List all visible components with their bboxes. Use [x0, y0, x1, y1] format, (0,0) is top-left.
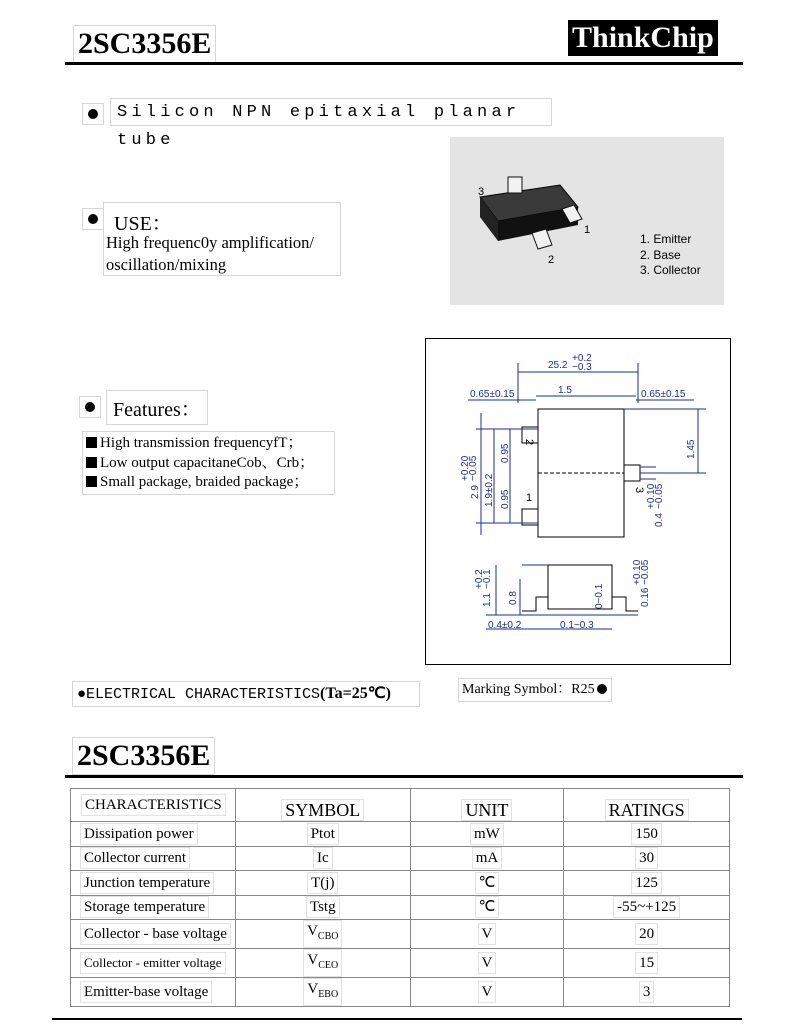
table-row [71, 978, 730, 1007]
use-line-1: High frequenc0y amplification/ [106, 233, 315, 252]
pin-label-2: 2 [548, 254, 555, 266]
lead-3 [508, 177, 522, 193]
dim-segment-upper: 0.95 [500, 443, 511, 463]
dim-height-inner: 1.9±0.2 [484, 473, 495, 507]
electrical-heading [72, 681, 420, 707]
row-name: Collector - base voltage [71, 920, 236, 949]
electrical-label: ●ELECTRICAL CHARACTERISTICS [77, 686, 321, 703]
row-rating: 30 [564, 846, 730, 871]
pin-legend-2: 2. Base [640, 248, 681, 262]
row-name: Storage temperature [71, 895, 236, 920]
row-rating: -55~+125 [564, 895, 730, 920]
row-rating: 15 [564, 949, 730, 978]
package-dimension-drawing [425, 338, 731, 665]
marking-symbol [458, 678, 612, 702]
table-row [71, 895, 730, 920]
dim-lead-width-tol-top: +0.10 [646, 483, 657, 509]
table-divider [65, 775, 743, 778]
dim-overall-width-tol-bot: −0.3 [572, 362, 592, 373]
row-rating: 20 [564, 920, 730, 949]
dim-lead-width: 0.4 [654, 513, 665, 527]
header-ratings: RATINGS [564, 789, 730, 822]
row-unit: ℃ [410, 871, 564, 896]
row-name: Emitter-base voltage [71, 978, 236, 1007]
bullet-icon [85, 402, 95, 412]
features-label: Features： [106, 390, 208, 425]
dim-height-outer: 2.9 [470, 485, 481, 499]
dim-height-outer-tol-top: +0.20 [460, 455, 471, 481]
drawing-pin-3: 3 [633, 487, 645, 494]
row-rating: 125 [564, 871, 730, 896]
package-photo [450, 137, 724, 305]
dim-pitch: 1.5 [558, 385, 572, 396]
pin-label-1: 1 [584, 224, 591, 236]
header-symbol: SYMBOL [235, 789, 410, 822]
dim-side-height-total-tol-bot: −0.1 [482, 569, 493, 589]
feature-item: Low output capacitaneCob、Crb； [86, 454, 331, 474]
row-unit: V [410, 978, 564, 1007]
features-bullet [79, 396, 101, 418]
use-section [103, 202, 341, 276]
table-row [71, 846, 730, 871]
dim-side-height-total: 1.1 [482, 593, 493, 607]
header-characteristics: CHARACTERISTICS [71, 789, 236, 822]
dim-side-lead-thickness-tol-bot: −0.05 [640, 559, 651, 585]
pin-legend-3: 3. Collector [640, 263, 701, 277]
ratings-table [70, 788, 730, 1007]
dim-side-standoff: 0~0.1 [594, 583, 605, 609]
feature-item: High transmission frequencyfT； [86, 434, 331, 454]
dim-overall-width-tol-top: +0.2 [572, 353, 592, 364]
pin-legend-1: 1. Emitter [640, 232, 692, 246]
row-name: Collector current [71, 846, 236, 871]
intro-bullet [82, 103, 104, 125]
use-bullet [82, 208, 104, 230]
row-symbol: Tstg [235, 895, 410, 920]
table-row [71, 822, 730, 847]
sot23-package-illustration [450, 137, 724, 305]
lead-pad-3 [624, 465, 640, 481]
pin-label-3: 3 [478, 186, 485, 198]
square-bullet-icon [86, 437, 97, 448]
row-unit: ℃ [410, 895, 564, 920]
row-symbol: Ptot [235, 822, 410, 847]
row-unit: mW [410, 822, 564, 847]
table-row [71, 871, 730, 896]
dim-side-foot: 0.4±0.2 [488, 620, 522, 631]
dimension-diagram [426, 339, 730, 664]
bullet-icon [597, 684, 607, 694]
dim-height-right: 1.45 [686, 439, 697, 459]
dim-lead-width-tol-bot: −0.05 [654, 483, 665, 509]
drawing-pin-2: 2 [523, 439, 535, 446]
row-rating: 150 [564, 822, 730, 847]
row-rating: 3 [564, 978, 730, 1007]
row-name: Collector - emitter voltage [71, 949, 236, 978]
table-header-row [71, 789, 730, 822]
dim-lead-left: 0.65±0.15 [470, 389, 515, 400]
header-divider [65, 62, 743, 65]
features-list [82, 431, 335, 495]
dim-height-outer-tol-bot: −0.05 [468, 455, 479, 481]
dim-overall-width: 25.2 [548, 360, 568, 371]
use-label: USE： [114, 213, 172, 235]
square-bullet-icon [86, 476, 97, 487]
dim-side-height-body: 0.8 [508, 591, 519, 605]
lead-2 [532, 229, 552, 249]
dim-side-foot-offset: 0.1~0.3 [560, 620, 594, 631]
row-symbol: $V_{CEO}$ [235, 949, 410, 978]
dim-lead-right: 0.65±0.15 [641, 389, 686, 400]
row-name: Junction temperature [71, 871, 236, 896]
drawing-pin-1: 1 [526, 492, 533, 504]
row-symbol: T(j) [235, 871, 410, 896]
table-row [71, 949, 730, 978]
square-bullet-icon [86, 457, 97, 468]
marking-label: Marking Symbol：R25 [462, 682, 595, 697]
footer-divider [52, 1018, 742, 1020]
dim-side-height-total-tol-top: +0.2 [474, 569, 485, 589]
table-row [71, 920, 730, 949]
row-name: Dissipation power [71, 822, 236, 847]
row-symbol: $V_{CBO}$ [235, 920, 410, 949]
row-unit: mA [410, 846, 564, 871]
use-line-2: oscillation/mixing [106, 255, 227, 274]
page-title: 2SC3356E [73, 25, 216, 63]
header-unit: UNIT [410, 789, 564, 822]
brand-logo: ThinkChip [568, 20, 718, 56]
dim-side-lead-thickness-tol-top: +0.10 [632, 559, 643, 585]
table-title: 2SC3356E [72, 737, 215, 775]
dim-side-lead-thickness: 0.16 [640, 587, 651, 607]
electrical-condition: (Ta=25℃) [320, 685, 391, 702]
row-symbol: Ic [235, 846, 410, 871]
row-unit: V [410, 920, 564, 949]
product-description: Silicon NPN epitaxial planar tube [110, 98, 552, 126]
bullet-icon [88, 109, 98, 119]
dim-segment-lower: 0.95 [500, 489, 511, 509]
bullet-icon [88, 214, 98, 224]
row-symbol: $V_{EBO}$ [235, 978, 410, 1007]
row-unit: V [410, 949, 564, 978]
feature-item: Small package, braided package； [86, 473, 331, 493]
